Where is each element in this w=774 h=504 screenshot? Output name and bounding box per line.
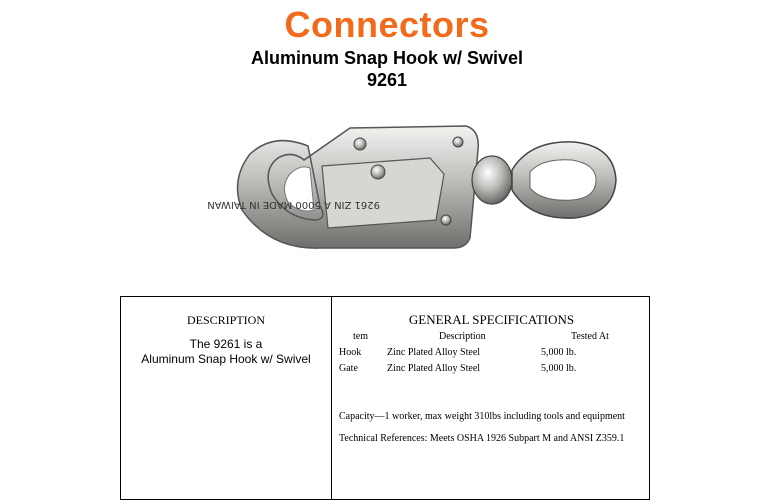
row-gate-description: Zinc Plated Alloy Steel: [387, 363, 481, 374]
product-name: Aluminum Snap Hook w/ Swivel: [250, 48, 524, 68]
col-header-description: Description: [439, 331, 486, 342]
row-hook-description: Zinc Plated Alloy Steel: [387, 347, 481, 358]
row-hook-tested: 5,000 lb.: [541, 347, 577, 358]
col-header-item: tem: [353, 331, 368, 342]
page-title: Connectors: [284, 4, 490, 45]
model-number: 9261: [366, 70, 408, 90]
spec-table: [120, 296, 650, 500]
description-heading: DESCRIPTION: [186, 313, 265, 327]
specifications-heading: GENERAL SPECIFICATIONS: [408, 312, 575, 327]
description-line-2: Aluminum Snap Hook w/ Swivel: [141, 352, 311, 366]
engraving: 9261 ZIN A 5000 MADE IN TAIWAN: [207, 199, 380, 210]
snap-hook-photo: [207, 110, 630, 270]
description-line-1: The 9261 is a: [189, 337, 263, 351]
row-gate-tested: 5,000 lb.: [541, 363, 577, 374]
row-hook-item: Hook: [339, 347, 362, 358]
technical-references-text: Technical References: Meets OSHA 1926 Subpart M and ANSI Z359.1: [339, 433, 625, 444]
row-gate-item: Gate: [339, 363, 358, 374]
description-text: [121, 337, 331, 367]
capacity-text: Capacity—1 worker, max weight 310lbs including tools and equipment: [339, 411, 625, 422]
col-header-tested-at: Tested At: [571, 331, 609, 342]
